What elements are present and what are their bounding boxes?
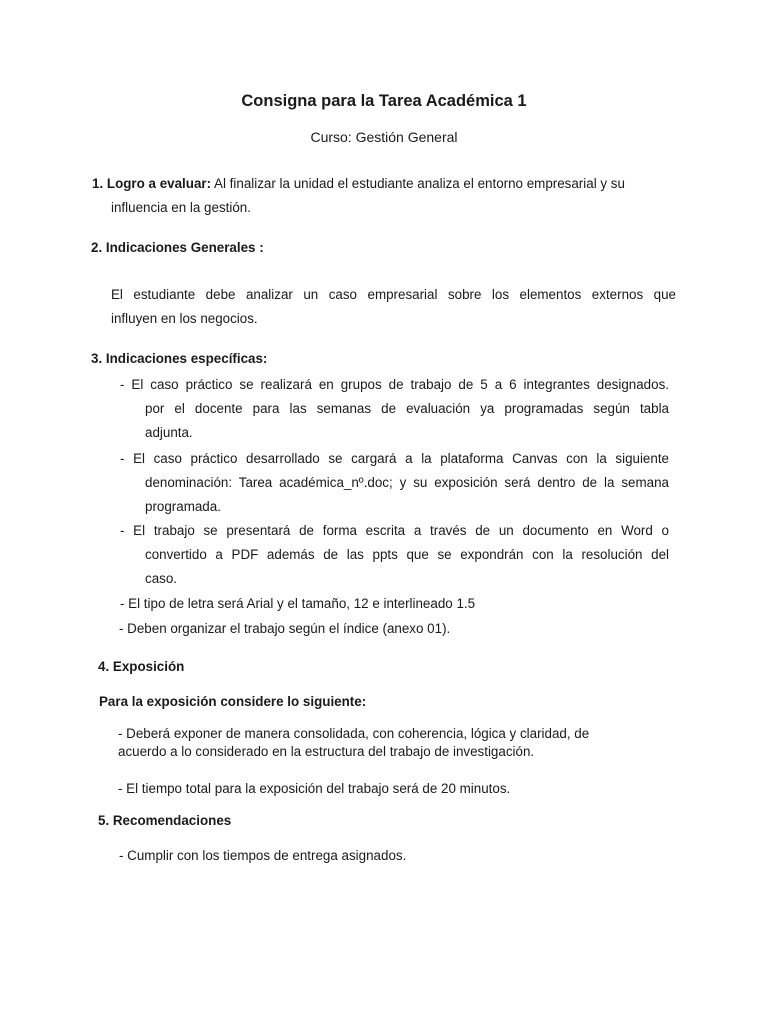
section4-subheading: Para la exposición considere lo siguiente: xyxy=(99,694,367,709)
section3-item1-line2: por el docente para las semanas de evaluación ya programadas según tabla xyxy=(145,401,669,416)
section5-heading: 5. Recomendaciones xyxy=(98,813,232,828)
section1-line1 xyxy=(92,172,625,196)
section3-item1-line3: adjunta. xyxy=(145,425,193,440)
section4-item1-line1: - Deberá exponer de manera consolidada, con coherencia, lógica y claridad, de xyxy=(118,726,590,741)
section3-item3-line3: caso. xyxy=(145,571,178,586)
section3-item2-line1: - El caso práctico desarrollado se cargará a la plataforma Canvas con la siguiente xyxy=(120,451,669,466)
section1-text: Al finalizar la unidad el estudiante analiza el entorno empresarial y su xyxy=(211,176,625,191)
section2-line1: El estudiante debe analizar un caso empresarial sobre los elementos externos que xyxy=(111,287,676,302)
section5-item1: - Cumplir con los tiempos de entrega asignados. xyxy=(119,848,407,863)
section4-item1-line2: acuerdo a lo considerado en la estructura del trabajo de investigación. xyxy=(118,744,535,759)
course-subtitle: Curso: Gestión General xyxy=(310,129,458,145)
section3-item2-line3: programada. xyxy=(145,499,221,514)
section1-heading: 1. Logro a evaluar: xyxy=(92,176,212,191)
section4-item2: - El tiempo total para la exposición del trabajo será de 20 minutos. xyxy=(118,781,511,796)
section3-item3-line1: - El trabajo se presentará de forma escrita a través de un documento en Word o xyxy=(120,523,669,538)
section3-heading: 3. Indicaciones específicas: xyxy=(91,351,268,366)
section2-heading: 2. Indicaciones Generales : xyxy=(91,240,264,255)
section3-item2-line2: denominación: Tarea académica_nº.doc; y su exposición será dentro de la semana xyxy=(145,475,669,490)
section3-item1-line1: - El caso práctico se realizará en grupos de trabajo de 5 a 6 integrantes designados. xyxy=(120,377,669,392)
page-title: Consigna para la Tarea Académica 1 xyxy=(241,92,527,110)
section1-line2: influencia en la gestión. xyxy=(111,200,251,215)
section3-item4: - El tipo de letra será Arial y el tamaño, 12 e interlineado 1.5 xyxy=(120,596,476,611)
section2-line2: influyen en los negocios. xyxy=(111,311,258,326)
section3-item3-line2: convertido a PDF además de las ppts que se expondrán con la resolución del xyxy=(145,547,669,562)
section3-item5: - Deben organizar el trabajo según el índice (anexo 01). xyxy=(119,621,451,636)
section4-heading: 4. Exposición xyxy=(98,659,185,674)
